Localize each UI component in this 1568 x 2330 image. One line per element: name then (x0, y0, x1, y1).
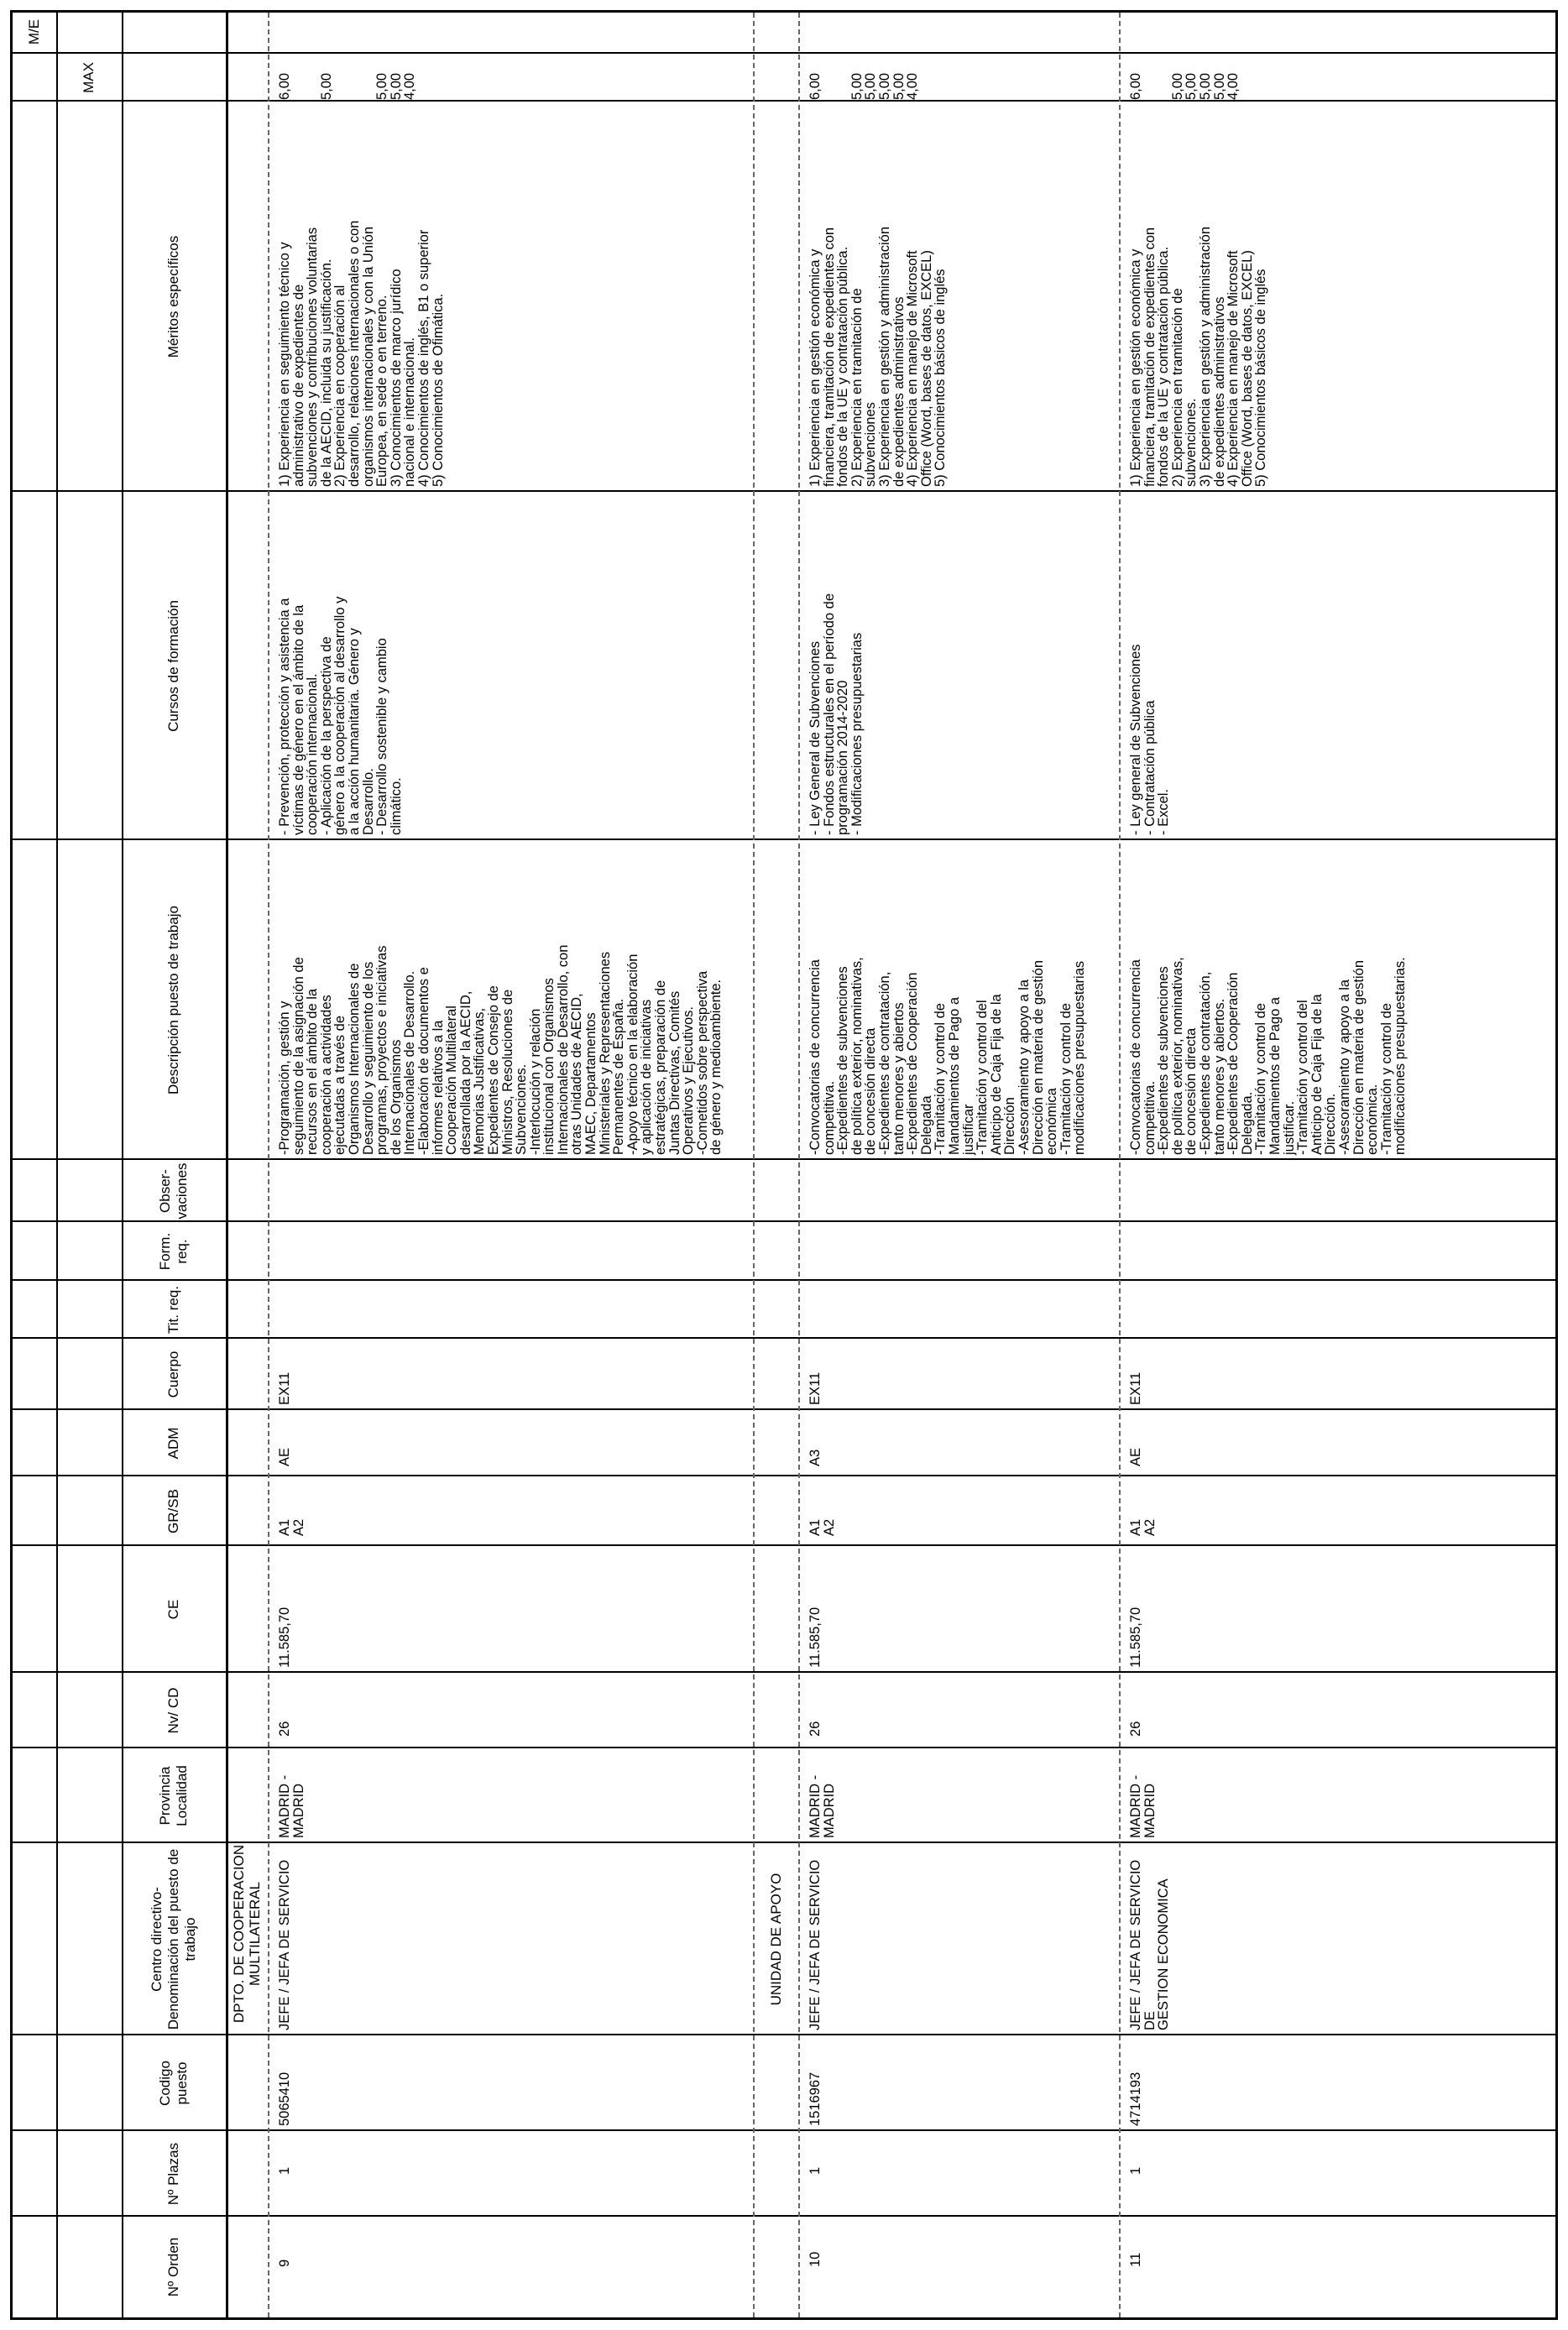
cell-meritos: 1) Experiencia en gestión económica y financiera, tramitación de expedientes con fondos de la UE y contratación pública. 2) Experiencia en tramitación de subvenciones. 3) Experiencia en gestión y administración de expedientes administrativos 4) Experiencia en manejo de Microsoft Office (Word, bases de datos, EXCEL) 5) Conocimientos básicos de inglés (1128, 227, 1269, 487)
cell-provincia: MADRID - MADRID (277, 1774, 306, 1838)
col-divider (13, 2034, 1555, 2035)
cell-codigo: 1516967 (808, 2071, 823, 2126)
cell-cuerpo: EX11 (277, 1371, 292, 1405)
cell-adm: A3 (808, 1449, 823, 1466)
header-centro: Centro directivo- Denominación del puesto de trabajo (149, 1848, 198, 2030)
header-plazas: Nº Plazas (165, 2142, 181, 2206)
cell-nivel: 26 (277, 1721, 292, 1737)
cell-max: 6,00 5,00 5,00 5,00 4,00 (277, 72, 418, 100)
cell-orden: 10 (808, 2251, 823, 2267)
header-cuerpo: Cuerpo (165, 1350, 181, 1398)
header-meritos: Méritos específicos (165, 235, 181, 358)
cell-orden: 11 (1128, 2252, 1143, 2267)
col-divider (13, 1475, 1555, 1476)
plazas-table (10, 10, 1558, 2320)
cell-plazas: 1 (1128, 2166, 1143, 2175)
header-me: M/E (26, 18, 42, 45)
row-divider (56, 13, 58, 2317)
row-divider (753, 13, 755, 2317)
col-divider (13, 1220, 1555, 1222)
cell-provincia: MADRID - MADRID (808, 1774, 837, 1838)
header-ce: CE (165, 1599, 181, 1620)
header-codigo: Codigo puesto (157, 2061, 190, 2106)
cell-provincia: MADRID - MADRID (1128, 1774, 1158, 1838)
header-max: MAX (81, 62, 97, 93)
cell-ce: 11.585,70 (808, 1606, 823, 1668)
cell-ce: 11.585,70 (1128, 1606, 1143, 1668)
col-divider (13, 490, 1555, 492)
col-divider (13, 2129, 1555, 2131)
header-nivel: Nv/ CD (165, 1687, 181, 1734)
col-divider (13, 2215, 1555, 2217)
cell-adm: AE (277, 1447, 292, 1466)
cell-plazas: 1 (808, 2166, 823, 2175)
header-adm: ADM (165, 1427, 181, 1460)
cell-descripcion: -Programación, gestión y seguimiento de la asignación de recursos en el ámbito de la cooperación a actividades ejecutadas a través de Organismos Internacionales de Desarrollo y seguimiento de los programas, proyectos e iniciativas de los Organismos Internacionales de Desarrollo. -Elaboración de documentos e informes relativos a la Cooperación Multilateral desarrollada por la AECID, Memorias Justificativas, Expedientes de Consejo de Ministros, Resoluciones de Subvenciones. -Interlocución y relación institucional con Organismos Internacionales de Desarrollo, con otras Unidades de AECID, MAEC, Departamentos Ministeriales y Representaciones Permanentes de España. -Apoyo técnico en la elaboración y aplicación de iniciativas estratégicas, preparación de Juntas Directivas, Comités Operativos y Ejecutivos. -Cometidos sobre perspectiva de género y medioambiente. (277, 944, 724, 1155)
col-divider (13, 1671, 1555, 1673)
col-divider (13, 1279, 1555, 1281)
cell-codigo: 4714193 (1128, 2071, 1143, 2126)
header-bottom-rule (226, 13, 228, 2317)
col-divider (13, 100, 1555, 102)
header-titulacion: Tit. req. (165, 1286, 181, 1334)
cell-descripcion: -Convocatorias de concurrencia competitiva. -Expedientes de subvenciones de política exterior, nominativas, de concesión directa -Expedientes de contratación, tanto menores y abiertos -Expedientes de Cooperación Delegada -Tramitación y control de Mandamientos de Pago a justificar -Tramitación y control del Anticipo de Caja Fija de la Dirección -Asesoramiento y apoyo a la Dirección en materia de gestión económica -Tramitación y control de modificaciones presupuestarias (808, 957, 1088, 1155)
cell-cursos: - Prevención, protección y asistencia a víctimas de género en el ámbito de la cooperación internacional. - Aplicación de la perspectiva de género a la cooperación al desarrollo y a la acción humanitaria. Género y Desarrollo. - Desarrollo sostenible y cambio climático. (277, 596, 404, 835)
cell-cuerpo: EX11 (1128, 1371, 1143, 1405)
header-provincia: Provincia Localidad (157, 1765, 190, 1826)
cell-plazas: 1 (277, 2166, 292, 2175)
group-label-unidad: UNIDAD DE APOYO (768, 1873, 784, 2006)
cell-descripcion: -Convocatorias de concurrencia competitiva. -Expedientes de subvenciones de política exterior, nominativas, de concesión directa -Expedientes de contratación, tanto menores y abiertos. -Expedientes de Cooperación Delegada. -Tramitación y control de Mandamientos de Pago a justificar. -Tramitación y control del Anticipo de Caja Fija de la Dirección. -Asesoramiento y apoyo a la Dirección en materia de gestión económica. -Tramitación y control de modificaciones presupuestarias. (1128, 957, 1409, 1155)
header-cursos: Cursos de formación (165, 600, 181, 732)
header-formacion: Form. req. (157, 1232, 190, 1271)
cell-adm: AE (1128, 1447, 1143, 1466)
col-divider (13, 1747, 1555, 1748)
group-label-dpto: DPTO. DE COOPERACION MULTILATERAL (231, 1844, 263, 2024)
cell-grupo: A1 A2 (277, 1518, 306, 1536)
cell-codigo: 5065410 (277, 2071, 292, 2126)
cell-centro: JEFE / JEFA DE SERVICIO DE GESTION ECONOMICA (1128, 1859, 1172, 2030)
cell-ce: 11.585,70 (277, 1606, 292, 1668)
header-observaciones: Obser- vaciones (157, 1162, 190, 1220)
col-divider (13, 1408, 1555, 1410)
cell-meritos: 1) Experiencia en gestión económica y financiera, tramitación de expedientes con fondos de la UE y contratación pública. 2) Experiencia en tramitación de subvenciones 3) Experiencia en gestión y administración de expedientes administrativos 4) Experiencia en manejo de Microsoft Office (Word, bases de datos, EXCEL) 5) Conocimientos básicos de inglés (808, 227, 949, 487)
row-divider (268, 13, 269, 2317)
col-divider (13, 1337, 1555, 1339)
cell-nivel: 26 (1128, 1721, 1143, 1737)
cell-grupo: A1 A2 (1128, 1518, 1158, 1536)
cell-centro: JEFE / JEFA DE SERVICIO (808, 1859, 823, 2030)
cell-cursos: - Ley General de Subvenciones - Fondos estructurales en el período de programación 2014-2020 - Modificaciones presupuestarias (808, 593, 865, 835)
row-divider (1119, 13, 1121, 2317)
header-grupo: GR/SB (165, 1489, 181, 1533)
header-descripcion: Descripción puesto de trabajo (165, 906, 181, 1094)
cell-meritos: 1) Experiencia en seguimiento técnico y administrativo de expedientes de subvenciones y contribuciones voluntarias de la AECID, incluida su justificación. 2) Experiencia en cooperación al desarrollo, relaciones internacionales o con organismos internacionales y con la Unión Europea, en sede o en terreno. 3) Conocimientos de marco jurídico nacional e internacional. 4) Conocimientos de inglés, B1 o superior 5) Conocimientos de Ofimática. (277, 220, 446, 487)
cell-cuerpo: EX11 (808, 1371, 823, 1405)
cell-grupo: A1 A2 (808, 1518, 837, 1536)
col-divider (13, 1544, 1555, 1546)
cell-orden: 9 (277, 2259, 292, 2267)
cell-cursos: - Ley general de Subvenciones - Contratación pública - Excel. (1128, 644, 1172, 835)
header-orden: Nº Orden (165, 2237, 181, 2297)
col-divider (13, 52, 1555, 54)
cell-centro: JEFE / JEFA DE SERVICIO (277, 1859, 292, 2030)
cell-max: 6,00 5,00 5,00 5,00 5,00 4,00 (808, 72, 921, 100)
row-divider (798, 13, 800, 2317)
cell-max: 6,00 5,00 5,00 5,00 5,00 4,00 (1128, 72, 1241, 100)
cell-nivel: 26 (808, 1721, 823, 1737)
